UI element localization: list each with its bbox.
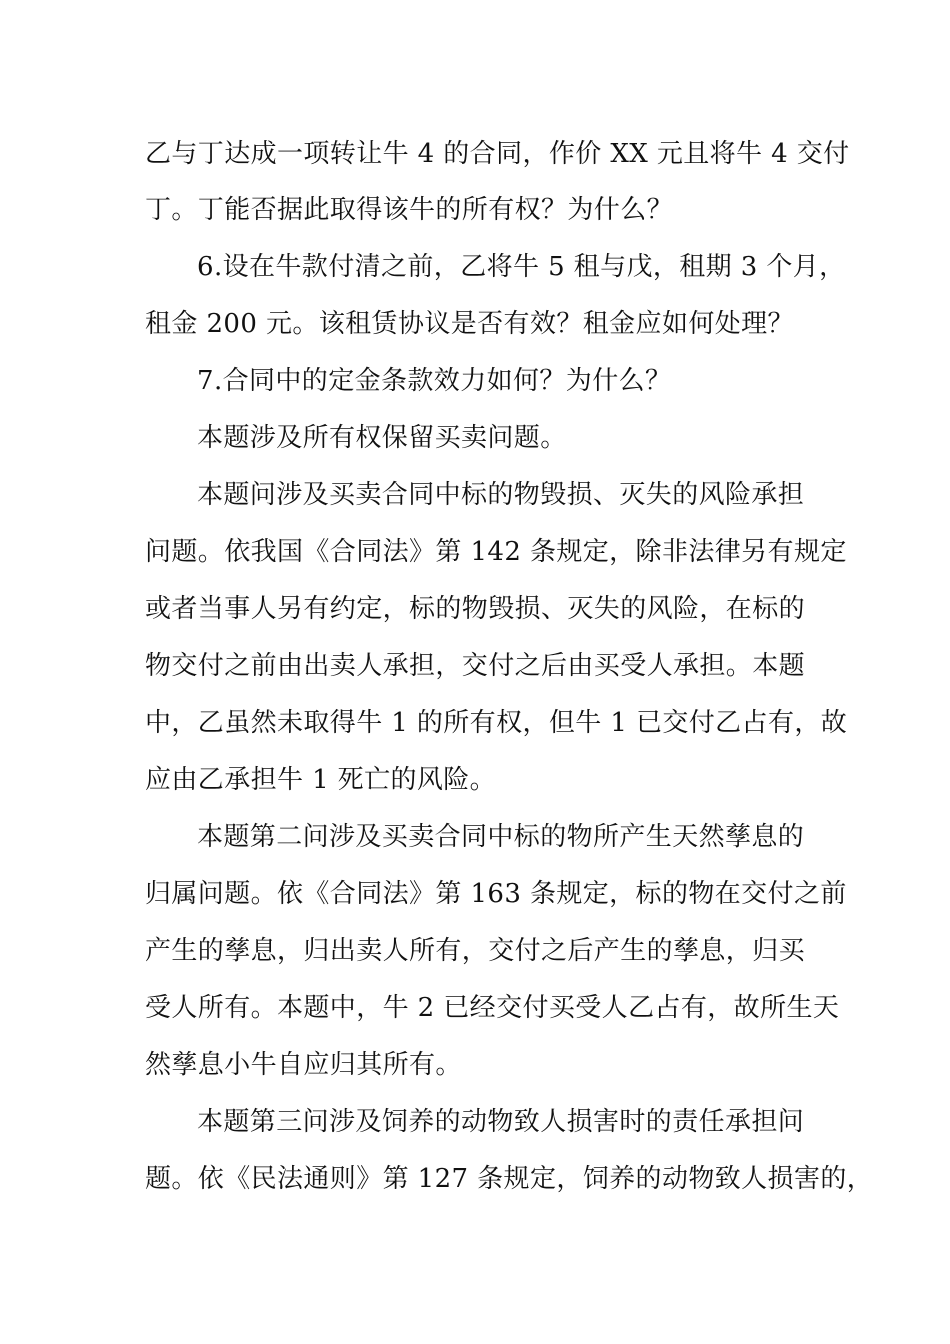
text-line: 本题涉及所有权保留买卖问题。 [197, 423, 567, 453]
text-line: 6.设在牛款付清之前，乙将牛 5 租与戊，租期 3 个月， [197, 252, 846, 282]
text-line: 乙与丁达成一项转让牛 4 的合同，作价 XX 元且将牛 4 交付 [145, 139, 850, 169]
text-line: 归属问题。依《合同法》第 163 条规定，标的物在交付之前 [145, 879, 847, 909]
text-line: 题。依《民法通则》第 127 条规定，饲养的动物致人损害的， [145, 1164, 874, 1194]
text-line: 产生的孳息，归出卖人所有，交付之后产生的孳息，归买 [145, 936, 806, 966]
text-line: 7.合同中的定金条款效力如何？为什么？ [197, 366, 672, 396]
text-line: 租金 200 元。该租赁协议是否有效？租金应如何处理？ [145, 309, 794, 339]
text-line: 中，乙虽然未取得牛 1 的所有权，但牛 1 已交付乙占有，故 [145, 708, 848, 738]
text-line: 物交付之前由出卖人承担，交付之后由买受人承担。本题 [145, 651, 806, 681]
text-line: 应由乙承担牛 1 死亡的风险。 [145, 765, 497, 795]
text-line: 丁。丁能否据此取得该牛的所有权？为什么？ [145, 195, 674, 225]
text-line: 或者当事人另有约定，标的物毁损、灭失的风险，在标的 [145, 594, 806, 624]
text-line: 问题。依我国《合同法》第 142 条规定，除非法律另有规定 [145, 537, 847, 567]
text-line: 然孳息小牛自应归其所有。 [145, 1050, 462, 1080]
text-line: 本题第二问涉及买卖合同中标的物所产生天然孳息的 [197, 822, 805, 852]
text-line: 本题第三问涉及饲养的动物致人损害时的责任承担问 [197, 1107, 805, 1137]
text-line: 受人所有。本题中，牛 2 已经交付买受人乙占有，故所生天 [145, 993, 840, 1023]
text-line: 本题问涉及买卖合同中标的物毁损、灭失的风险承担 [197, 480, 805, 510]
